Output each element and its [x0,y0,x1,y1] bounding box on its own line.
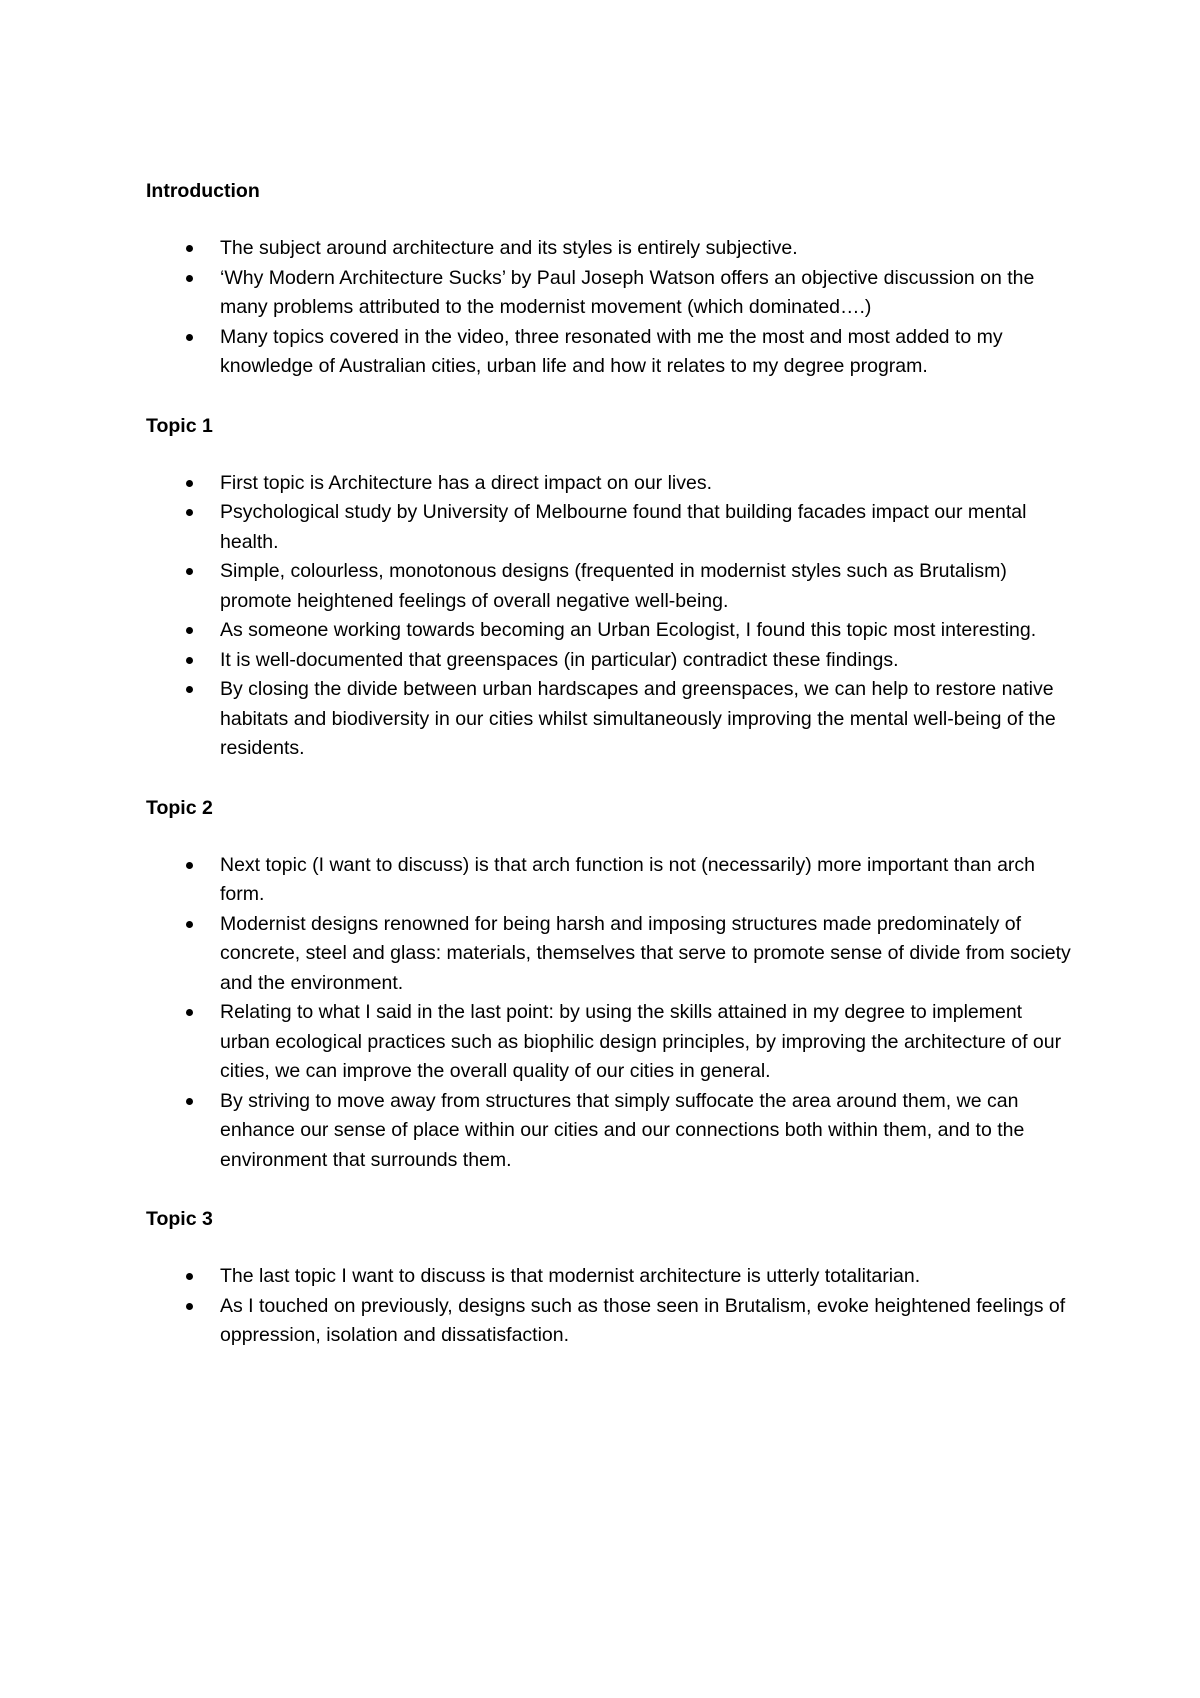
bullet-list [146,851,1076,1176]
list-item [146,498,1076,557]
list-item [146,616,1076,646]
section-introduction [146,176,1076,382]
list-item [146,1087,1076,1176]
list-item [146,646,1076,676]
list-item [146,323,1076,382]
document-body [146,176,1076,1380]
bullet-list [146,1262,1076,1351]
bullet-icon [186,686,193,693]
list-item-text: As I touched on previously, designs such as those seen in Brutalism, evoke heightened feelings of oppression, isolation and dissatisfaction. [220,1294,1066,1346]
bullet-icon [186,1009,193,1016]
list-item [146,910,1076,999]
list-item-text: Psychological study by University of Melbourne found that building facades impact our mental health. [220,501,1027,553]
bullet-icon [186,921,193,928]
bullet-list [146,469,1076,764]
bullet-icon [186,862,193,869]
list-item-text: ‘Why Modern Architecture Sucks’ by Paul Joseph Watson offers an objective discussion on the many problems attributed to the modernist movement (which dominated….) [220,266,1035,318]
bullet-icon [186,509,193,516]
list-item [146,675,1076,764]
bullet-list [146,234,1076,382]
bullet-icon [186,1098,193,1105]
section-topic-3 [146,1204,1076,1351]
list-item-text: Modernist designs renowned for being harsh and imposing structures made predominately of concrete, steel and glass: materials, themselves that serve to promote sense of divide from society and the environment. [220,912,1071,994]
list-item [146,234,1076,264]
section-heading: Topic 2 [146,796,213,819]
bullet-icon [186,480,193,487]
list-item-text: The subject around architecture and its styles is entirely subjective. [220,237,798,259]
section-heading: Topic 3 [146,1208,213,1230]
bullet-icon [186,334,193,341]
list-item-text: It is well-documented that greenspaces (in particular) contradict these findings. [220,648,899,671]
list-item [146,557,1076,616]
bullet-icon [186,657,193,664]
section-topic-1 [146,411,1076,764]
section-topic-2 [146,793,1076,1176]
list-item-text: By striving to move away from structures that simply suffocate the area around them, we can enhance our sense of place within our cities and our connections both within them, and to the environment that surrounds them. [220,1089,1025,1171]
section-heading: Introduction [146,180,260,202]
section-heading: Topic 1 [146,414,213,437]
bullet-icon [186,1273,193,1280]
list-item-text: First topic is Architecture has a direct impact on our lives. [220,471,713,494]
list-item-text: Relating to what I said in the last point: by using the skills attained in my degree to implement urban ecological practices such as biophilic design principles, by improving the architecture of our cities, we can improve the overall quality of our cities in general. [220,1001,1062,1082]
list-item [146,264,1076,323]
bullet-icon [186,568,193,575]
list-item-text: Many topics covered in the video, three resonated with me the most and most added to my knowledge of Australian cities, urban life and how it relates to my degree program. [220,325,1003,377]
list-item-text: As someone working towards becoming an Urban Ecologist, I found this topic most interesting. [220,619,1037,641]
list-item [146,469,1076,499]
list-item [146,851,1076,910]
list-item-text: By closing the divide between urban hardscapes and greenspaces, we can help to restore native habitats and biodiversity in our cities whilst simultaneously improving the mental well-being of the residents. [220,678,1056,759]
list-item-text: Simple, colourless, monotonous designs (frequented in modernist styles such as Brutalism) promote heightened feelings of overall negative well-being. [220,560,1007,612]
bullet-icon [186,1303,193,1310]
list-item [146,998,1076,1087]
bullet-icon [186,245,193,252]
list-item [146,1262,1076,1292]
list-item-text: Next topic (I want to discuss) is that arch function is not (necessarily) more important than arch form. [220,853,1036,905]
list-item [146,1292,1076,1351]
bullet-icon [186,275,193,282]
bullet-icon [186,627,193,634]
list-item-text: The last topic I want to discuss is that modernist architecture is utterly totalitarian. [220,1265,921,1287]
